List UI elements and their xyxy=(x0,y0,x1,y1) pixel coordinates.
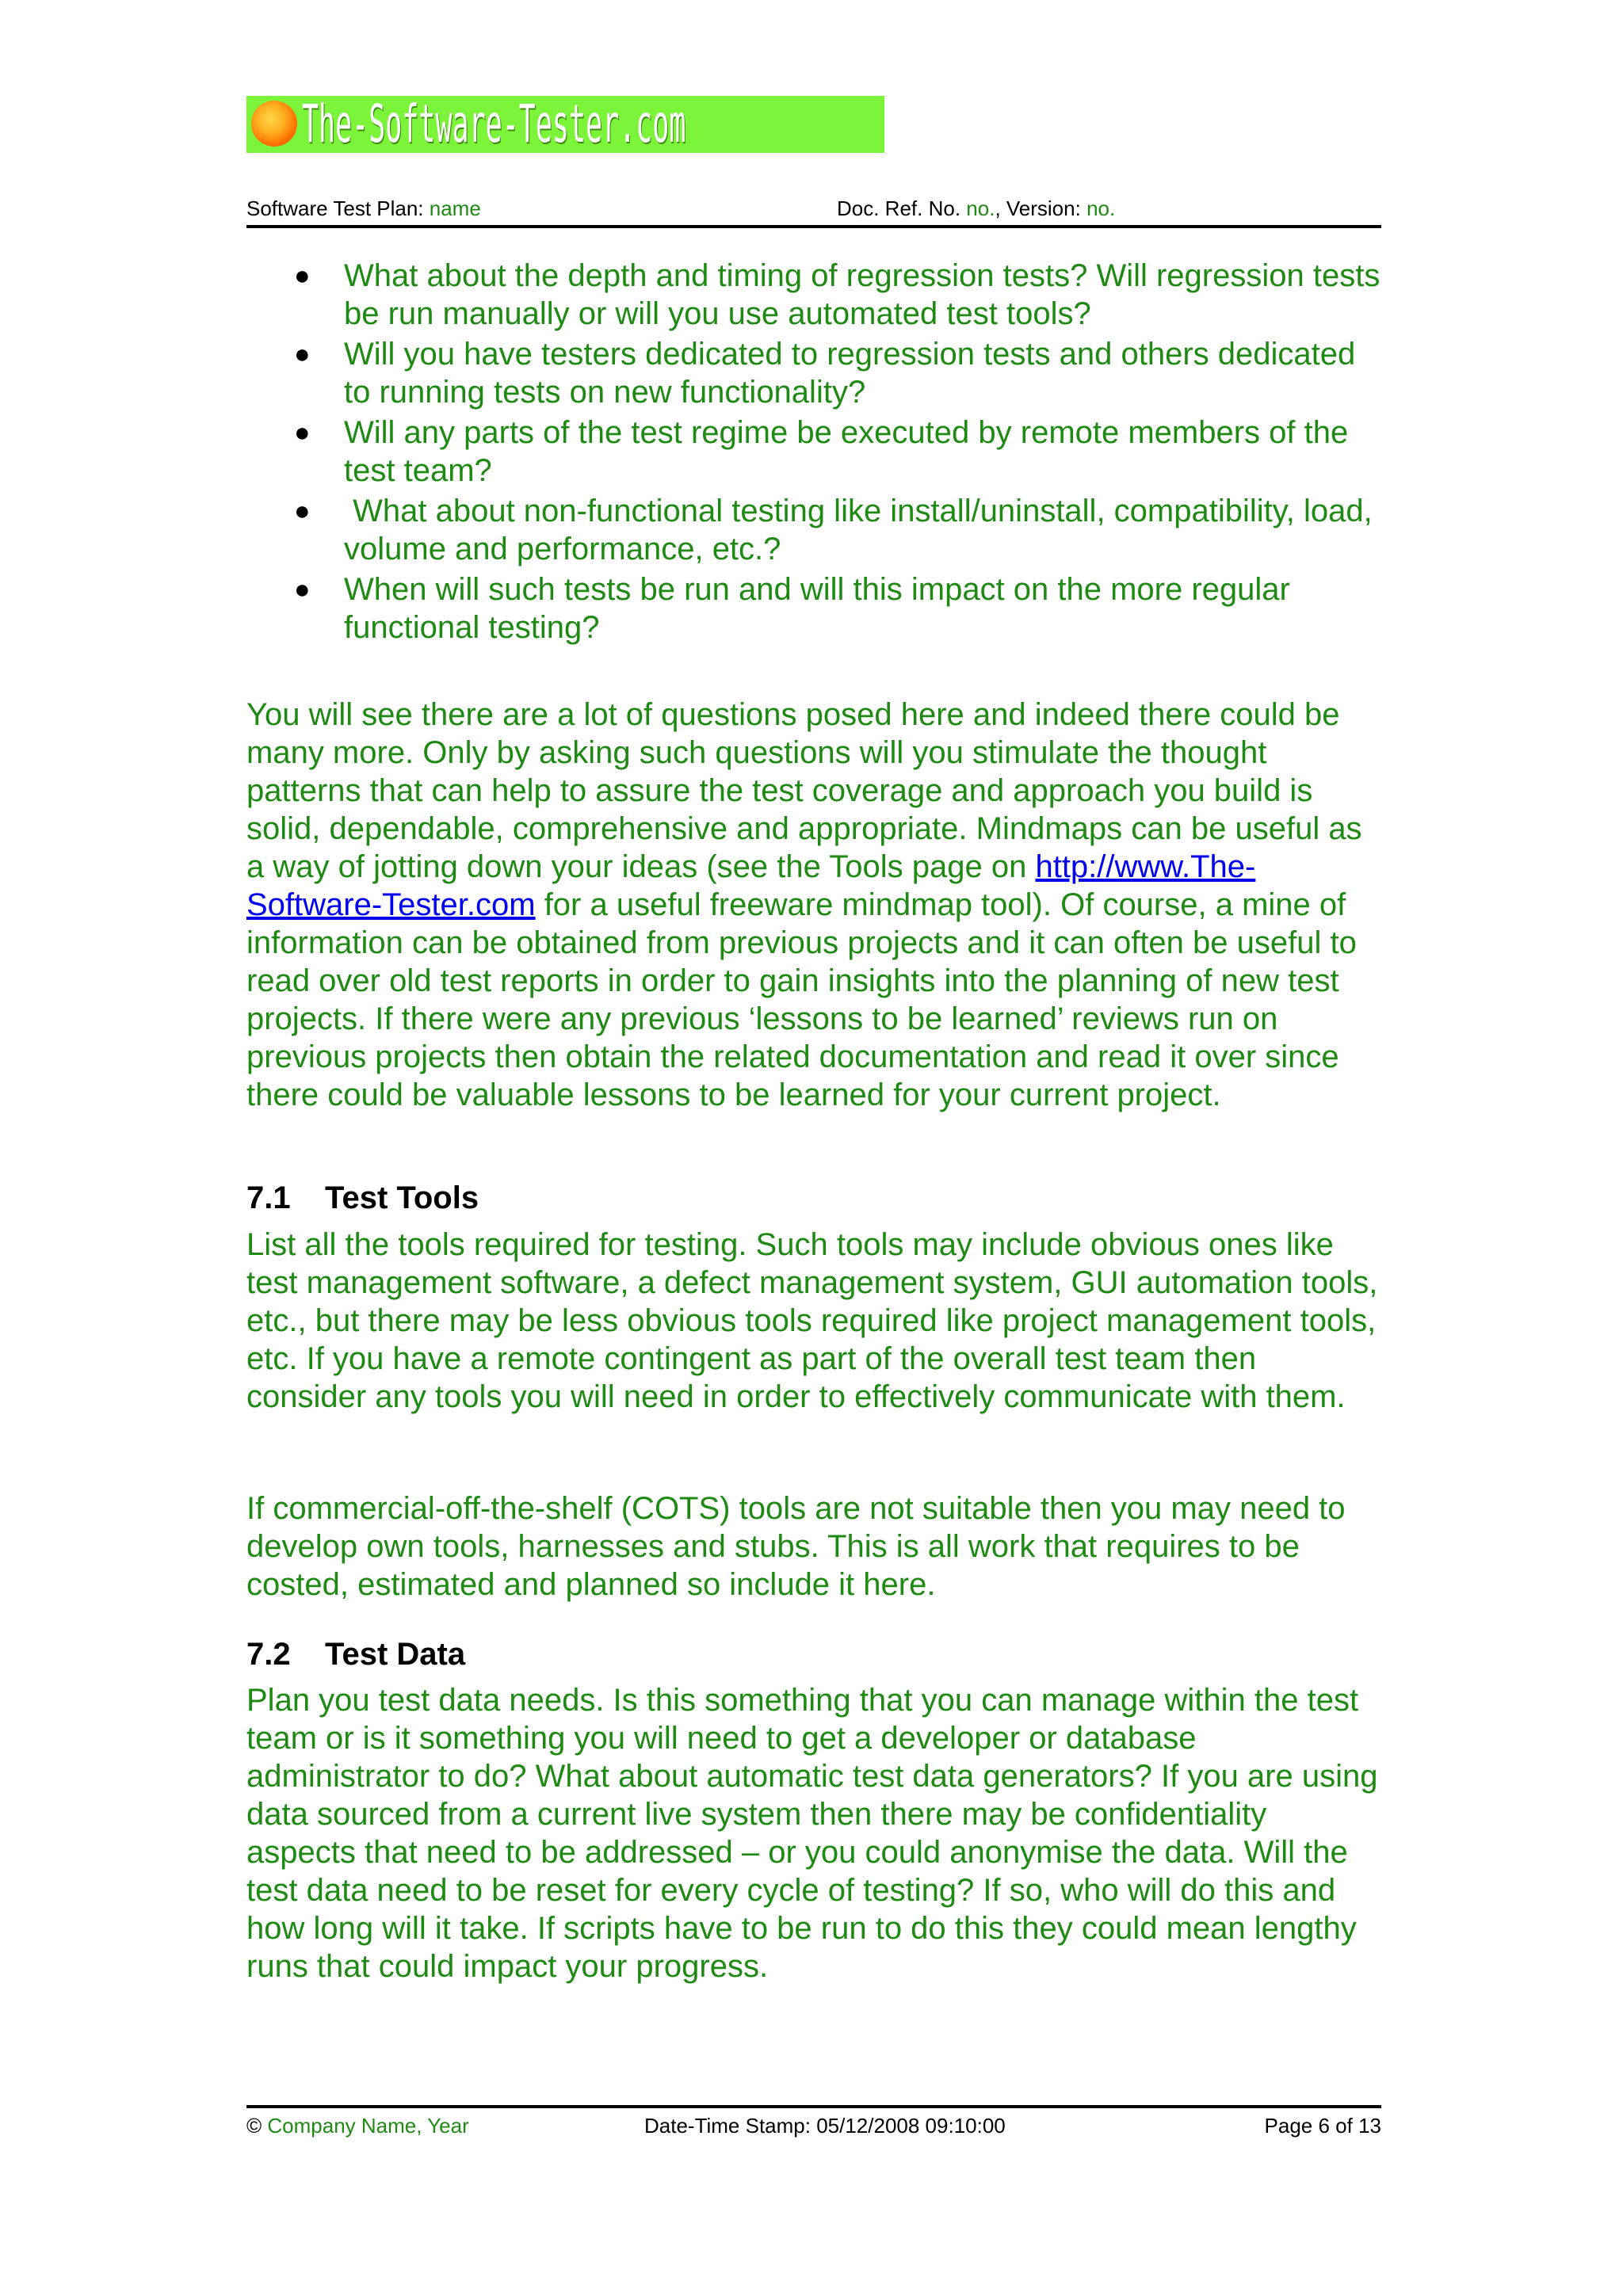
section-heading-test-data: 7.2 Test Data xyxy=(246,1637,466,1672)
bullet-icon: ● xyxy=(294,418,311,448)
test-tools-paragraph-1: List all the tools required for testing. Such tools may include obvious ones like test management software, a defect management system, GUI automation tools, etc., but there may be less obvious tools required like project management tools, etc. If you have a remote contingent as part of the overall test team then consider any tools you will need in order to effectively communicate with them. xyxy=(246,1227,1378,1414)
bullet-icon: ● xyxy=(294,496,311,526)
footer-rule xyxy=(246,2105,1381,2108)
website-link[interactable]: http://www.The-Software-Tester.com xyxy=(246,849,1256,922)
copyright-symbol: © xyxy=(246,2114,262,2138)
footer-timestamp: Date-Time Stamp: 05/12/2008 09:10:00 xyxy=(644,2114,1006,2138)
bullet-icon: ● xyxy=(294,574,311,605)
logo-sun-icon xyxy=(251,101,297,147)
list-item: ● What about the depth and timing of regression tests? Will regression tests be run manually or will you use automated test tools? xyxy=(294,258,1381,331)
test-data-paragraph: Plan you test data needs. Is this something that you can manage within the test team or is it something you will need to get a developer or database administrator to do? What about automatic test data generators? If you are using data sourced from a current live system then there may be confidentiality aspects that need to be addressed – or you could anonymise the data. Will the test data need to be reset for every cycle of testing? If so, who will do this and how long will it take. If scripts have to be run to do this they could mean lengthy runs that could impact your progress. xyxy=(246,1683,1378,1984)
bullet-icon: ● xyxy=(294,339,311,369)
list-item: ● What about non-functional testing like install/uninstall, compatibility, load, volume and performance, etc.? xyxy=(294,494,1381,566)
doc-title: Software Test Plan: name xyxy=(246,196,481,220)
bullet-icon: ● xyxy=(294,261,311,291)
doc-ref-value: no. xyxy=(966,196,995,220)
section-heading-test-tools: 7.1 Test Tools xyxy=(246,1180,479,1215)
footer-company: © Company Name, Year xyxy=(246,2114,469,2138)
page-header xyxy=(246,195,1381,225)
doc-ref: Doc. Ref. No. no., Version: no. xyxy=(837,196,1116,220)
list-item: ● Will any parts of the test regime be executed by remote members of the test team? xyxy=(294,415,1349,488)
list-item: ● When will such tests be run and will this impact on the more regular functional testing? xyxy=(294,572,1290,645)
page-footer xyxy=(246,2111,1381,2142)
version-value: no. xyxy=(1086,196,1116,220)
test-tools-paragraph-2: If commercial-off-the-shelf (COTS) tools are not suitable then you may need to develop own tools, harnesses and stubs. This is all work that requires to be costed, estimated and planned so include it here. xyxy=(246,1491,1346,1602)
intro-paragraph: You will see there are a lot of questions posed here and indeed there could be many more. Only by asking such questions will you stimulate the thought patterns that can help to assure the test coverage and approach you build is solid, dependable, comprehensive and appropriate. Mindmaps can be useful as a way of jotting down your ideas (see the Tools page on http://www.The-Software-Tester.com for a useful freeware mindmap tool). Of course, a mine of information can be obtained from previous projects and it can often be useful to read over old test reports in order to gain insights into the planning of new test projects. If there were any previous ‘lessons to be learned’ reviews run on previous projects then obtain the related documentation and read it over since there could be valuable lessons to be learned for your current project. xyxy=(246,697,1362,1112)
header-rule xyxy=(246,225,1381,228)
site-logo xyxy=(246,96,884,153)
footer-page-number: Page 6 of 13 xyxy=(1264,2114,1381,2138)
question-list xyxy=(246,257,1381,649)
list-item: ● Will you have testers dedicated to regression tests and others dedicated to running tests on new functionality? xyxy=(294,337,1356,410)
doc-title-value: name xyxy=(429,196,481,220)
logo-text: The-Software-Tester.com xyxy=(302,96,686,153)
